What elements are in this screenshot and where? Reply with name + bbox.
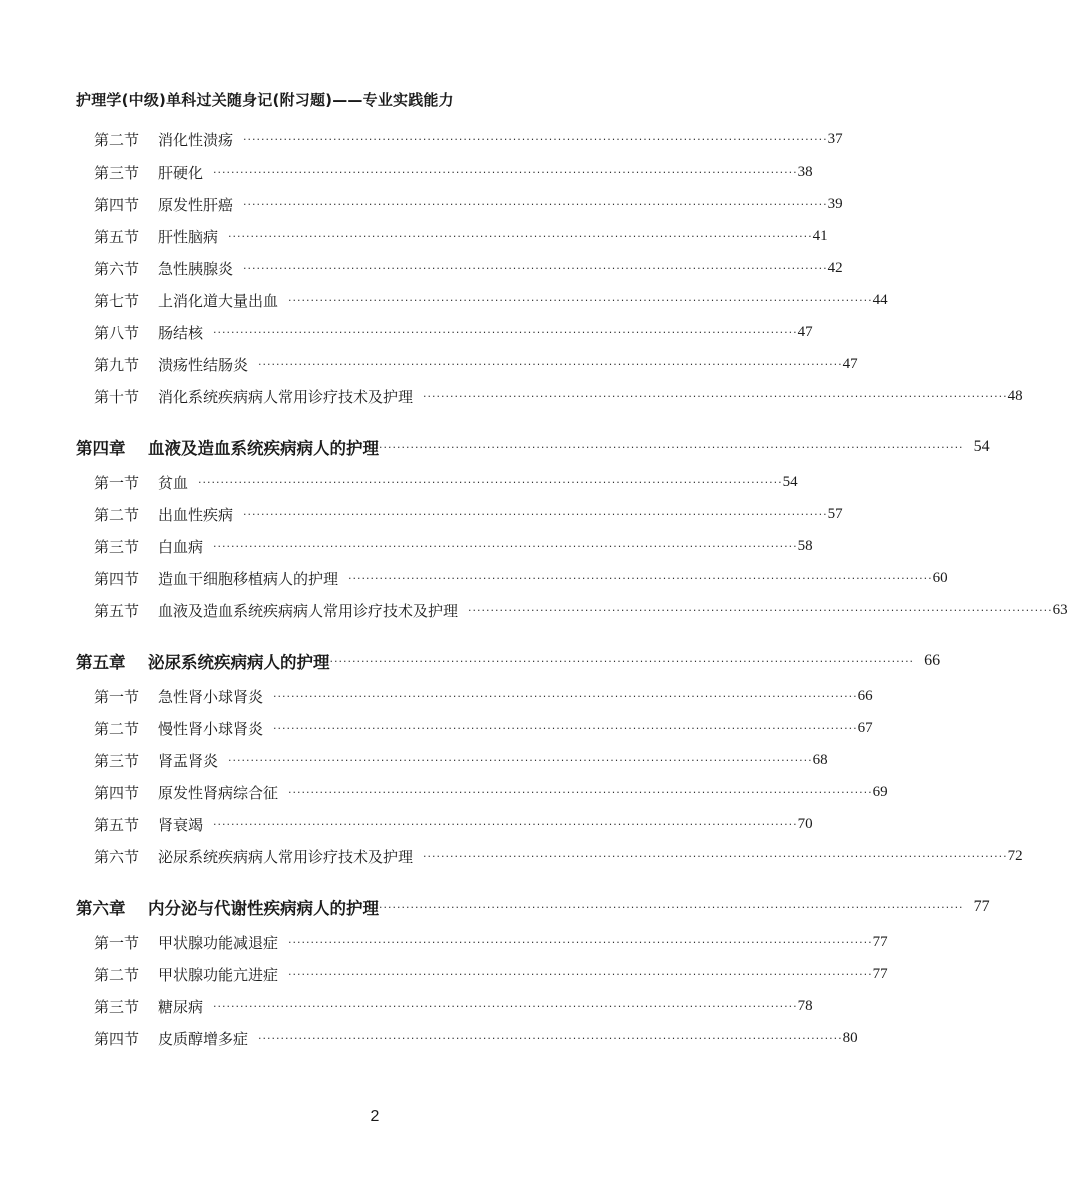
toc-entry-number: 第五节 (94, 815, 140, 834)
toc-entry-title: 原发性肝癌 (158, 195, 234, 214)
toc-section-row[interactable] (94, 748, 828, 772)
toc-entry-number: 第五章 (76, 653, 126, 672)
dot-leader: ·································································································································· (243, 132, 828, 146)
toc-entry-number: 第六节 (94, 259, 140, 278)
toc-entry-page: 60 (932, 569, 948, 586)
dot-leader: ·································································································································· (213, 325, 798, 339)
dot-leader: ·································································································································· (273, 689, 858, 703)
toc-section-row[interactable] (94, 502, 843, 526)
page-header: 护理学(中级)单科过关随身记(附习题)——专业实践能力 (76, 91, 454, 109)
toc-entry-number: 第九节 (94, 355, 140, 374)
toc-entry-title: 泌尿系统疾病病人的护理 (148, 653, 330, 672)
toc-entry-page: 54 (973, 438, 990, 455)
toc-entry-page: 37 (827, 130, 843, 147)
toc-section-row[interactable] (94, 684, 873, 708)
toc-entry-page: 47 (797, 323, 813, 340)
toc-section-row[interactable] (94, 812, 813, 836)
toc-section-row[interactable] (94, 192, 843, 216)
toc-entry-page: 78 (797, 997, 813, 1014)
toc-entry-title: 糖尿病 (158, 997, 204, 1016)
toc-entry-number: 第六章 (76, 899, 126, 918)
toc-entry-title: 肠结核 (158, 323, 204, 342)
toc-entry-number: 第十节 (94, 387, 140, 406)
toc-entry-title: 出血性疾病 (158, 505, 234, 524)
dot-leader: ·································································································································· (273, 721, 858, 735)
toc-entry-number: 第八节 (94, 323, 140, 342)
toc-entry-number: 第三节 (94, 163, 140, 182)
toc-entry-page: 69 (872, 783, 888, 800)
toc-entry-title: 血液及造血系统疾病病人常用诊疗技术及护理 (158, 601, 459, 620)
toc-entry-number: 第一节 (94, 473, 140, 492)
toc-section-row[interactable] (94, 598, 1068, 622)
dot-leader: ·································································································································· (258, 1031, 843, 1045)
dot-leader: ·································································································································· (288, 293, 873, 307)
toc-entry-page: 66 (924, 652, 941, 669)
toc-section-row[interactable] (94, 384, 1023, 408)
toc-entry-page: 54 (782, 473, 798, 490)
dot-leader: ·································································································································· (423, 389, 1008, 403)
toc-section-row[interactable] (94, 352, 858, 376)
toc-entry-page: 44 (872, 291, 888, 308)
toc-entry-title: 贫血 (158, 473, 189, 492)
toc-entry-number: 第二节 (94, 719, 140, 738)
toc-entry-title: 白血病 (158, 537, 204, 556)
toc-entry-number: 第二节 (94, 130, 140, 149)
toc-entry-page: 58 (797, 537, 813, 554)
dot-leader: ·································································································································· (423, 849, 1008, 863)
dot-leader: ·································································································································· (379, 900, 964, 914)
toc-entry-page: 47 (842, 355, 858, 372)
toc-entry-number: 第三节 (94, 537, 140, 556)
dot-leader: ·································································································································· (213, 999, 798, 1013)
toc-section-row[interactable] (94, 566, 948, 590)
toc-section-row[interactable] (94, 288, 888, 312)
toc-entry-title: 甲状腺功能亢进症 (158, 965, 279, 984)
toc-entry-number: 第四节 (94, 783, 140, 802)
toc-entry-title: 上消化道大量出血 (158, 291, 279, 310)
toc-entry-title: 消化系统疾病病人常用诊疗技术及护理 (158, 387, 414, 406)
toc-entry-page: 66 (857, 687, 873, 704)
toc-entry-page: 77 (973, 898, 990, 915)
toc-entry-number: 第三节 (94, 997, 140, 1016)
toc-entry-title: 急性肾小球肾炎 (158, 687, 264, 706)
page-number: 2 (370, 1108, 380, 1125)
toc-section-row[interactable] (94, 224, 828, 248)
toc-entry-title: 皮质醇增多症 (158, 1029, 249, 1048)
toc-entry-page: 80 (842, 1029, 858, 1046)
toc-entry-title: 血液及造血系统疾病病人的护理 (148, 439, 379, 458)
toc-entry-page: 67 (857, 719, 873, 736)
toc-entry-page: 77 (872, 933, 888, 950)
dot-leader: ·································································································································· (228, 753, 813, 767)
toc-entry-title: 肾衰竭 (158, 815, 204, 834)
toc-entry-page: 39 (827, 195, 843, 212)
toc-entry-number: 第四节 (94, 569, 140, 588)
toc-section-row[interactable] (94, 780, 888, 804)
toc-entry-title: 内分泌与代谢性疾病病人的护理 (148, 899, 379, 918)
dot-leader: ·································································································································· (288, 935, 873, 949)
toc-section-row[interactable] (94, 127, 843, 151)
toc-section-row[interactable] (94, 994, 813, 1018)
dot-leader: ·································································································································· (243, 197, 828, 211)
toc-entry-title: 急性胰腺炎 (158, 259, 234, 278)
toc-entry-page: 77 (872, 965, 888, 982)
toc-section-row[interactable] (94, 534, 813, 558)
toc-entry-title: 溃疡性结肠炎 (158, 355, 249, 374)
toc-entry-number: 第七节 (94, 291, 140, 310)
dot-leader: ·································································································································· (243, 507, 828, 521)
toc-entry-number: 第一节 (94, 687, 140, 706)
toc-entry-number: 第二节 (94, 505, 140, 524)
toc-entry-number: 第四章 (76, 439, 126, 458)
toc-entry-title: 消化性溃疡 (158, 130, 234, 149)
toc-entry-title: 肝硬化 (158, 163, 204, 182)
toc-entry-title: 慢性肾小球肾炎 (158, 719, 264, 738)
dot-leader: ·································································································································· (213, 817, 798, 831)
toc-entry-number: 第四节 (94, 195, 140, 214)
toc-section-row[interactable] (94, 930, 888, 954)
dot-leader: ·································································································································· (198, 475, 783, 489)
toc-entry-page: 68 (812, 751, 828, 768)
toc-entry-number: 第四节 (94, 1029, 140, 1048)
toc-entry-page: 57 (827, 505, 843, 522)
dot-leader: ·································································································································· (213, 165, 798, 179)
toc-entry-page: 38 (797, 163, 813, 180)
toc-chapter-row[interactable] (76, 434, 990, 460)
toc-chapter-row[interactable] (76, 894, 990, 920)
dot-leader: ·································································································································· (379, 440, 964, 454)
toc-entry-title: 造血干细胞移植病人的护理 (158, 569, 339, 588)
toc-entry-title: 甲状腺功能减退症 (158, 933, 279, 952)
toc-section-row[interactable] (94, 160, 813, 184)
toc-section-row[interactable] (94, 1026, 858, 1050)
dot-leader: ·································································································································· (288, 967, 873, 981)
toc-entry-title: 泌尿系统疾病病人常用诊疗技术及护理 (158, 847, 414, 866)
dot-leader: ·································································································································· (228, 229, 813, 243)
toc-entry-title: 肝性脑病 (158, 227, 219, 246)
toc-entry-page: 72 (1007, 847, 1023, 864)
dot-leader: ·································································································································· (348, 571, 933, 585)
dot-leader: ·································································································································· (468, 603, 1053, 617)
toc-entry-number: 第三节 (94, 751, 140, 770)
toc-entry-number: 第一节 (94, 933, 140, 952)
dot-leader: ·································································································································· (329, 654, 915, 668)
toc-section-row[interactable] (94, 470, 798, 494)
toc-entry-page: 70 (797, 815, 813, 832)
toc-entry-page: 48 (1007, 387, 1023, 404)
toc-entry-title: 原发性肾病综合征 (158, 783, 279, 802)
toc-section-row[interactable] (94, 320, 813, 344)
dot-leader: ·································································································································· (213, 539, 798, 553)
dot-leader: ·································································································································· (258, 357, 843, 371)
toc-entry-page: 63 (1052, 601, 1068, 618)
toc-section-row[interactable] (94, 716, 873, 740)
toc-section-row[interactable] (94, 256, 843, 280)
dot-leader: ·································································································································· (243, 261, 828, 275)
toc-entry-number: 第二节 (94, 965, 140, 984)
toc-entry-number: 第六节 (94, 847, 140, 866)
toc-chapter-row[interactable] (76, 648, 941, 674)
toc-entry-number: 第五节 (94, 227, 140, 246)
toc-entry-title: 肾盂肾炎 (158, 751, 219, 770)
toc-entry-page: 41 (812, 227, 828, 244)
dot-leader: ·································································································································· (288, 785, 873, 799)
toc-entry-number: 第五节 (94, 601, 140, 620)
toc-entry-page: 42 (827, 259, 843, 276)
toc-section-row[interactable] (94, 844, 1023, 868)
toc-section-row[interactable] (94, 962, 888, 986)
